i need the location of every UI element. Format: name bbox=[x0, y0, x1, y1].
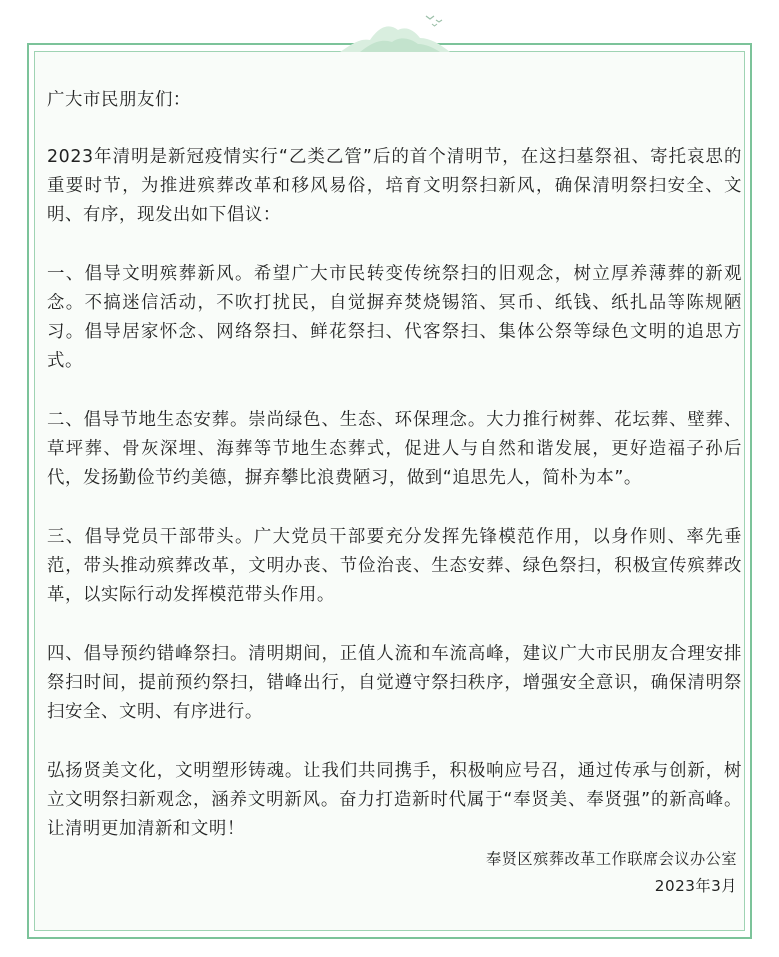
letter-body bbox=[47, 86, 742, 874]
proposal-item-2: 二、倡导节地生态安葬。崇尚绿色、生态、环保理念。大力推行树葬、花坛葬、壁葬、草坪葬、骨灰深埋、海葬等节地生态葬式，促进人与自然和谐发展，更好造福子孙后代，发扬勤俭节约美德，摒弃攀比浪费陋习，做到“追思先人，简朴为本”。 bbox=[47, 410, 742, 488]
salutation: 广大市民朋友们： bbox=[47, 90, 191, 110]
intro-paragraph: 2023年清明是新冠疫情实行“乙类乙管”后的首个清明节，在这扫墓祭祖、寄托哀思的重要时节，为推进殡葬改革和移风易俗，培育文明祭扫新风，确保清明祭扫安全、文明、有序，现发出如下倡议： bbox=[47, 147, 742, 225]
signature-date: 2023年3月 bbox=[654, 877, 737, 895]
proposal-item-3: 三、倡导党员干部带头。广大党员干部要充分发挥先锋模范作用，以身作则、率先垂范，带头推动殡葬改革，文明办丧、节俭治丧、生态安葬、绿色祭扫，积极宣传殡葬改革，以实际行动发挥模范带头作用。 bbox=[47, 527, 742, 605]
proposal-item-1: 一、倡导文明殡葬新风。希望广大市民转变传统祭扫的旧观念，树立厚养薄葬的新观念。不搞迷信活动，不吹打扰民，自觉摒弃焚烧锡箔、冥币、纸钱、纸扎品等陈规陋习。倡导居家怀念、网络祭扫、鲜花祭扫、代客祭扫、集体公祭等绿色文明的追思方式。 bbox=[47, 264, 742, 371]
mountain-birds-decoration bbox=[340, 8, 450, 52]
closing-paragraph: 弘扬贤美文化，文明塑形铸魂。让我们共同携手，积极响应号召，通过传承与创新，树立文明祭扫新观念，涵养文明新风。奋力打造新时代属于“奉贤美、奉贤强”的新高峰。让清明更加清新和文明！ bbox=[47, 761, 742, 839]
signature-block bbox=[486, 846, 737, 900]
signature-organization: 奉贤区殡葬改革工作联席会议办公室 bbox=[486, 850, 737, 868]
proposal-item-4: 四、倡导预约错峰祭扫。清明期间，正值人流和车流高峰，建议广大市民朋友合理安排祭扫时间，提前预约祭扫，错峰出行，自觉遵守祭扫秩序，增强安全意识，确保清明祭扫安全、文明、有序进行。 bbox=[47, 644, 742, 722]
